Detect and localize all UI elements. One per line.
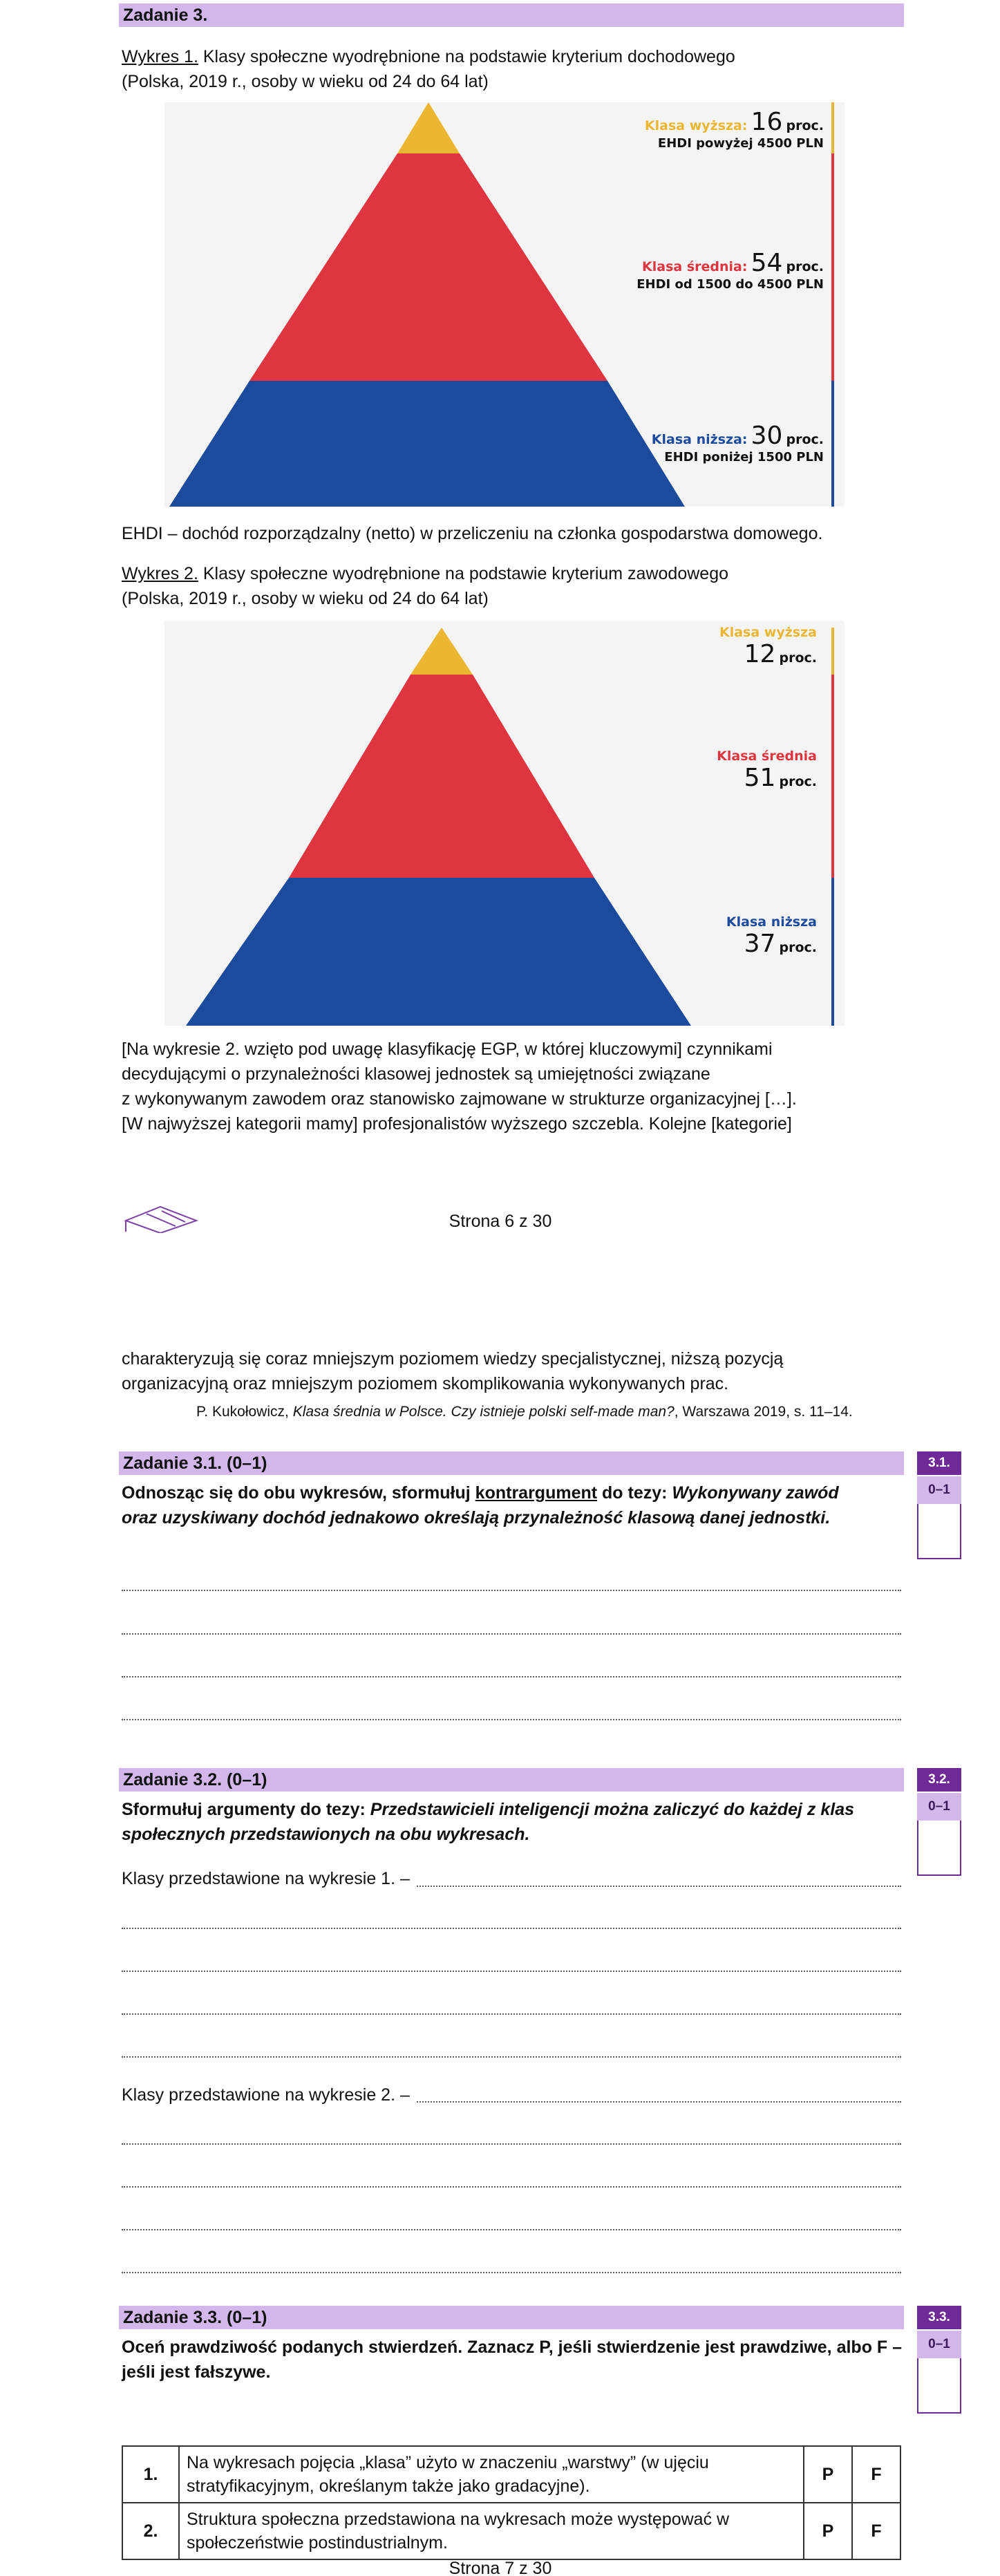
quote-line: decydującymi o przynależności klasowej jednostek są umiejętności związane bbox=[122, 1064, 710, 1084]
chart1-caption-line2: (Polska, 2019 r., osoby w wieku od 24 do 64 lat) bbox=[122, 72, 489, 91]
chart2-caption bbox=[122, 561, 909, 611]
score-input-box[interactable] bbox=[917, 1504, 961, 1559]
chart2-middle-segment bbox=[289, 675, 594, 878]
task-3-1-lead2: do tezy: bbox=[597, 1483, 672, 1503]
task-3-1-prompt bbox=[122, 1480, 868, 1530]
page-number-7: Strona 7 z 30 bbox=[449, 2559, 552, 2576]
chart2-lower-label bbox=[726, 914, 817, 958]
chart2-upper-name: Klasa wyższa bbox=[719, 625, 817, 640]
chart1-middle-desc: EHDI od 1500 do 4500 PLN bbox=[636, 277, 824, 292]
source-title: Klasa średnia w Polsce. Czy istnieje polski self-made man? bbox=[292, 1404, 674, 1420]
source-author: P. Kukołowicz, bbox=[196, 1404, 293, 1420]
quote-line: z wykonywanym zawodem oraz stanowisko zajmowane w strukturze organizacyjnej […]. bbox=[122, 1089, 797, 1109]
chart1-middle-segment bbox=[249, 153, 607, 381]
chart1-upper-label bbox=[645, 108, 824, 151]
answer-line[interactable] bbox=[122, 2272, 901, 2273]
quote-line: organizacyjną oraz mniejszym poziomem skomplikowania wykonywanych prac. bbox=[122, 1374, 729, 1393]
task-3-2-thesis: Przedstawicieli inteligencji można zaliczyć do każdej z klas społecznych przedstawionych na obu wykresach. bbox=[122, 1800, 855, 1844]
chart2-middle-side-bar bbox=[831, 675, 834, 878]
chart1-caption bbox=[122, 44, 909, 94]
score-points: 0–1 bbox=[917, 1793, 961, 1821]
chart1-caption-prefix: Wykres 1. bbox=[122, 47, 198, 66]
task-3-2-lead: Sformułuj argumenty do tezy: bbox=[122, 1800, 370, 1819]
chart1-lower-unit: proc. bbox=[786, 432, 824, 447]
answer-line[interactable] bbox=[122, 1633, 901, 1635]
table-row bbox=[122, 2503, 900, 2559]
row-number: 1. bbox=[122, 2446, 179, 2503]
task-3-1-lead: Odnosząc się do obu wykresów, sformułuj bbox=[122, 1483, 475, 1503]
score-points: 0–1 bbox=[917, 2331, 961, 2358]
row-number: 2. bbox=[122, 2503, 179, 2559]
score-points: 0–1 bbox=[917, 1476, 961, 1504]
task-3-3-instruction: Oceń prawdziwość podanych stwierdzeń. Zaznacz P, jeśli stwierdzenie jest prawdziwe, albo F – jeśli jest fałszywe. bbox=[122, 2338, 903, 2382]
ehdi-note: EHDI – dochód rozporządzalny (netto) w przeliczeniu na członka gospodarstwa domowego. bbox=[122, 524, 823, 543]
chart2-upper-unit: proc. bbox=[779, 650, 817, 666]
chart2-caption-prefix: Wykres 2. bbox=[122, 564, 198, 583]
chart1-middle-label bbox=[636, 249, 824, 292]
chart1-middle-value: 54 bbox=[751, 249, 783, 277]
score-box-3-1 bbox=[917, 1451, 961, 1559]
statement-text: Na wykresach pojęcia „klasa” użyto w znaczeniu „warstwy” (w ujęciu stratyfikacyjnym, określanym także jako gradacyjne). bbox=[179, 2446, 804, 2503]
chart1-upper-desc: EHDI powyżej 4500 PLN bbox=[657, 136, 824, 151]
score-box-3-3 bbox=[917, 2306, 961, 2414]
score-id: 3.3. bbox=[917, 2306, 961, 2329]
answer2-label: Klasy przedstawione na wykresie 2. – bbox=[122, 2083, 415, 2107]
chart2-upper-segment bbox=[411, 628, 473, 675]
chart1-middle-name: Klasa średnia: bbox=[642, 259, 748, 274]
chart2-lower-side-bar bbox=[831, 878, 834, 1026]
task-3-1-title: Zadanie 3.1. (0–1) bbox=[123, 1454, 267, 1473]
chart2-pyramid bbox=[164, 621, 845, 1026]
chart1-middle-side-bar bbox=[831, 153, 834, 381]
answer-line[interactable] bbox=[122, 2186, 901, 2188]
chart2-middle-value: 51 bbox=[744, 764, 776, 792]
answer1-label: Klasy przedstawione na wykresie 1. – bbox=[122, 1866, 415, 1891]
answer-line[interactable] bbox=[122, 1590, 901, 1591]
answer-line[interactable] bbox=[122, 1928, 901, 1929]
task-3-3-title: Zadanie 3.3. (0–1) bbox=[123, 2308, 267, 2327]
chart1-upper-unit: proc. bbox=[786, 118, 824, 133]
chart1-upper-name: Klasa wyższa: bbox=[644, 118, 748, 133]
chart2-upper-value: 12 bbox=[744, 640, 776, 668]
chart1-lower-side-bar bbox=[831, 381, 834, 507]
quote-line: [Na wykresie 2. wzięto pod uwagę klasyfikację EGP, w której kluczowymi] czynnikami bbox=[122, 1040, 773, 1059]
chart1-caption-text: Klasy społeczne wyodrębnione na podstawie kryterium dochodowego bbox=[198, 47, 735, 66]
quote-line: charakteryzują się coraz mniejszym poziomem wiedzy specjalistycznej, niższą pozycją bbox=[122, 1349, 784, 1369]
true-option[interactable]: P bbox=[804, 2446, 852, 2503]
chart1-pyramid bbox=[164, 102, 845, 507]
chart2-pyramid-svg bbox=[164, 621, 845, 1026]
task-3-1-header bbox=[119, 1451, 904, 1475]
answer-line[interactable] bbox=[122, 2143, 901, 2145]
task-title: Zadanie 3. bbox=[123, 6, 208, 25]
page-number-6: Strona 6 z 30 bbox=[449, 1212, 552, 1231]
chart1-lower-label bbox=[652, 422, 824, 464]
chart1-lower-desc: EHDI poniżej 1500 PLN bbox=[664, 450, 824, 464]
score-id: 3.1. bbox=[917, 1451, 961, 1475]
score-box-3-2 bbox=[917, 1768, 961, 1876]
task-3-1-keyword: kontrargument bbox=[475, 1483, 598, 1503]
answer-line[interactable] bbox=[122, 1719, 901, 1720]
chart2-lower-unit: proc. bbox=[779, 940, 817, 955]
answer-line[interactable] bbox=[122, 1676, 901, 1677]
task-3-1-thesis: Wykonywany zawód oraz uzyskiwany dochód jednakowo określają przynależność klasową danej jednostki. bbox=[122, 1483, 839, 1527]
chart2-upper-side-bar bbox=[831, 628, 834, 675]
true-option[interactable]: P bbox=[804, 2503, 852, 2559]
task-3-2-header bbox=[119, 1768, 904, 1792]
chart1-lower-segment bbox=[169, 381, 685, 507]
false-option[interactable]: F bbox=[852, 2503, 900, 2559]
chart1-upper-segment bbox=[397, 102, 460, 153]
cke-logo-icon bbox=[119, 1205, 202, 1233]
chart2-lower-value: 37 bbox=[744, 930, 776, 958]
false-option[interactable]: F bbox=[852, 2446, 900, 2503]
task-header-bar bbox=[119, 3, 904, 27]
chart1-upper-side-bar bbox=[831, 102, 834, 153]
score-input-box[interactable] bbox=[917, 1821, 961, 1876]
chart2-upper-label bbox=[719, 625, 817, 668]
chart2-lower-segment bbox=[186, 878, 691, 1026]
chart1-upper-value: 16 bbox=[751, 108, 783, 136]
chart1-lower-value: 30 bbox=[751, 422, 783, 450]
answer-line[interactable] bbox=[122, 2056, 901, 2058]
source-rest: , Warszawa 2019, s. 11–14. bbox=[674, 1404, 853, 1420]
quote-text-page7 bbox=[122, 1346, 916, 1396]
table-row bbox=[122, 2446, 900, 2503]
quote-source bbox=[196, 1404, 915, 1420]
chart1-middle-unit: proc. bbox=[786, 259, 824, 274]
task-3-2-prompt bbox=[122, 1797, 868, 1847]
chart2-lower-name: Klasa niższa bbox=[726, 914, 817, 930]
answer-line[interactable] bbox=[122, 2229, 901, 2230]
chart2-caption-text: Klasy społeczne wyodrębnione na podstawie kryterium zawodowego bbox=[198, 564, 728, 583]
answer-line[interactable] bbox=[122, 1971, 901, 1972]
task-3-2-title: Zadanie 3.2. (0–1) bbox=[123, 1770, 267, 1789]
chart2-middle-name: Klasa średnia bbox=[717, 749, 817, 764]
chart2-caption-line2: (Polska, 2019 r., osoby w wieku od 24 do 64 lat) bbox=[122, 589, 489, 608]
chart1-lower-name: Klasa niższa: bbox=[651, 432, 748, 447]
score-input-box[interactable] bbox=[917, 2358, 961, 2414]
true-false-table bbox=[122, 2445, 901, 2560]
score-id: 3.2. bbox=[917, 1768, 961, 1792]
chart2-middle-label bbox=[717, 749, 817, 792]
task-3-3-header bbox=[119, 2306, 904, 2329]
statement-text: Struktura społeczna przedstawiona na wykresach może występować w społeczeństwie postindustrialnym. bbox=[179, 2503, 804, 2559]
chart2-middle-unit: proc. bbox=[779, 774, 817, 789]
answer-line[interactable] bbox=[122, 2013, 901, 2015]
quote-text-page6 bbox=[122, 1037, 916, 1136]
quote-line: [W najwyższej kategorii mamy] profesjonalistów wyższego szczebla. Kolejne [kategorie] bbox=[122, 1114, 792, 1134]
